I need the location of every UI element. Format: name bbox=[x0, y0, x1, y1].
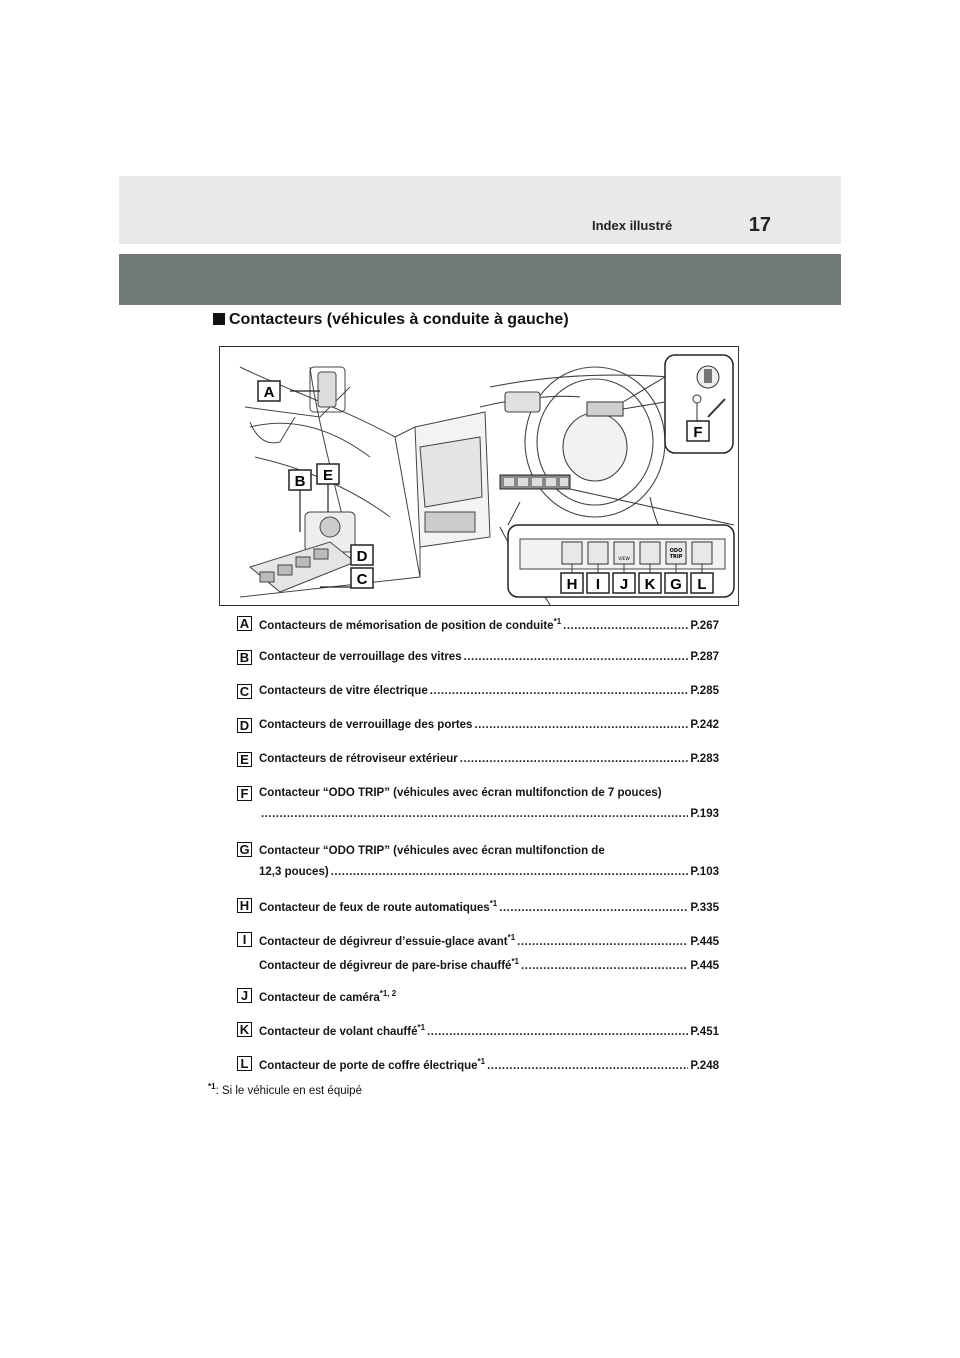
lower-switch-bar bbox=[500, 475, 570, 489]
item-line bbox=[259, 989, 719, 1004]
page-reference: P.451 bbox=[690, 1025, 719, 1038]
footnote-ref: *1 bbox=[417, 1023, 426, 1032]
callout-k bbox=[639, 573, 661, 593]
item-text: Contacteur de porte de coffre électrique bbox=[259, 1059, 478, 1072]
footnote bbox=[208, 1082, 362, 1097]
callout-h bbox=[561, 573, 583, 593]
item-text: 12,3 pouces) bbox=[259, 866, 329, 878]
item-letter-badge: L bbox=[237, 1056, 252, 1071]
svg-text:F: F bbox=[693, 424, 703, 441]
item-letter-badge: H bbox=[237, 898, 252, 913]
page-reference: P.103 bbox=[690, 866, 719, 878]
footnote-ref: *1 bbox=[477, 1057, 486, 1066]
item-line bbox=[259, 808, 719, 820]
item-text: Contacteur “ODO TRIP” (véhicules avec écran multifonction de bbox=[259, 845, 605, 857]
item-line bbox=[259, 753, 719, 765]
item-letter-badge: B bbox=[237, 650, 252, 665]
item-text: Contacteur de verrouillage des vitres bbox=[259, 651, 462, 663]
item-line bbox=[259, 685, 719, 697]
svg-text:H: H bbox=[566, 576, 578, 593]
svg-text:A: A bbox=[263, 384, 275, 401]
item-text: Contacteurs de vitre électrique bbox=[259, 685, 428, 697]
svg-text:G: G bbox=[670, 576, 682, 593]
callout-b bbox=[289, 470, 311, 490]
item-text: Contacteur de dégivreur d’essuie-glace avant bbox=[259, 935, 508, 948]
callout-g bbox=[665, 573, 687, 593]
item-line bbox=[259, 719, 719, 731]
callout-i bbox=[587, 573, 609, 593]
footnote-ref: *1 bbox=[507, 933, 516, 942]
switches-illustration bbox=[219, 346, 739, 606]
item-text: Contacteur de volant chauffé bbox=[259, 1025, 418, 1038]
footnote-mark: *1 bbox=[208, 1082, 216, 1091]
item-line bbox=[259, 617, 719, 632]
page-reference: P.283 bbox=[690, 753, 719, 765]
item-letter-badge: A bbox=[237, 616, 252, 631]
page-reference: P.242 bbox=[690, 719, 719, 731]
svg-text:I: I bbox=[595, 576, 601, 593]
svg-text:C: C bbox=[356, 571, 368, 588]
item-text: Contacteurs de rétroviseur extérieur bbox=[259, 753, 458, 765]
callout-f bbox=[687, 421, 709, 441]
item-line bbox=[259, 787, 719, 799]
item-text: Contacteurs de verrouillage des portes bbox=[259, 719, 473, 731]
page-reference: P.285 bbox=[690, 685, 719, 697]
odo-trip-inset bbox=[623, 355, 733, 453]
footnote-text: : Si le véhicule en est équipé bbox=[215, 1084, 362, 1097]
page-number: 17 bbox=[748, 214, 771, 236]
item-text: Contacteurs de mémorisation de position de conduite bbox=[259, 619, 554, 632]
item-line bbox=[259, 1057, 719, 1072]
odo-trip-mini-label: ODO bbox=[669, 548, 683, 554]
item-text: Contacteur de caméra bbox=[259, 991, 380, 1004]
footnote-ref: *1 bbox=[511, 957, 519, 966]
page-reference: P.267 bbox=[690, 619, 719, 632]
svg-text:B: B bbox=[294, 473, 306, 490]
page-reference: P.445 bbox=[690, 959, 719, 972]
svg-text:K: K bbox=[644, 576, 656, 593]
item-letter-badge: I bbox=[237, 932, 252, 947]
door-inset-drawing bbox=[395, 412, 490, 577]
item-text: Contacteur de feux de route automatiques bbox=[259, 901, 490, 914]
item-text: Contacteur “ODO TRIP” (véhicules avec écran multifonction de 7 pouces) bbox=[259, 787, 662, 799]
callout-a bbox=[258, 381, 280, 401]
item-letter-badge: G bbox=[237, 842, 252, 857]
item-line bbox=[259, 845, 719, 857]
svg-text:E: E bbox=[322, 467, 334, 484]
callout-e bbox=[317, 464, 339, 484]
section-heading-text: Contacteurs (véhicules à conduite à gauche) bbox=[229, 311, 569, 328]
item-letter-badge: J bbox=[237, 988, 252, 1003]
callout-j bbox=[613, 573, 635, 593]
callout-l bbox=[691, 573, 713, 593]
item-letter-badge: F bbox=[237, 786, 252, 801]
item-line bbox=[259, 933, 719, 948]
item-line bbox=[259, 957, 719, 972]
item-line bbox=[259, 1023, 719, 1038]
section-heading bbox=[213, 311, 569, 329]
item-letter-badge: K bbox=[237, 1022, 252, 1037]
section-title: Index illustré bbox=[592, 218, 673, 233]
item-line bbox=[259, 651, 719, 663]
page-reference: P.335 bbox=[690, 901, 719, 914]
page-reference: P.193 bbox=[690, 808, 719, 820]
svg-text:D: D bbox=[356, 548, 368, 565]
callout-d bbox=[351, 545, 373, 565]
page-reference: P.287 bbox=[690, 651, 719, 663]
footnote-ref: *1, 2 bbox=[379, 989, 397, 998]
page-header bbox=[119, 176, 841, 244]
view-mini-label: VIEW bbox=[618, 557, 630, 562]
item-line bbox=[259, 899, 719, 914]
svg-text:L: L bbox=[697, 576, 707, 593]
header-band bbox=[119, 254, 841, 305]
item-letter-badge: C bbox=[237, 684, 252, 699]
footnote-ref: *1 bbox=[489, 899, 498, 908]
bullet-square-icon bbox=[213, 313, 225, 325]
page-reference: P.445 bbox=[690, 935, 719, 948]
item-letter-badge: D bbox=[237, 718, 252, 733]
item-letter-badge: E bbox=[237, 752, 252, 767]
svg-text:TRIP: TRIP bbox=[669, 554, 683, 560]
page-reference: P.248 bbox=[690, 1059, 719, 1072]
cockpit-drawing bbox=[220, 347, 738, 605]
item-line bbox=[259, 866, 719, 878]
svg-text:J: J bbox=[619, 576, 629, 593]
item-text: Contacteur de dégivreur de pare-brise chauffé bbox=[259, 959, 512, 972]
callout-c bbox=[351, 568, 373, 588]
footnote-ref: *1 bbox=[553, 617, 562, 626]
